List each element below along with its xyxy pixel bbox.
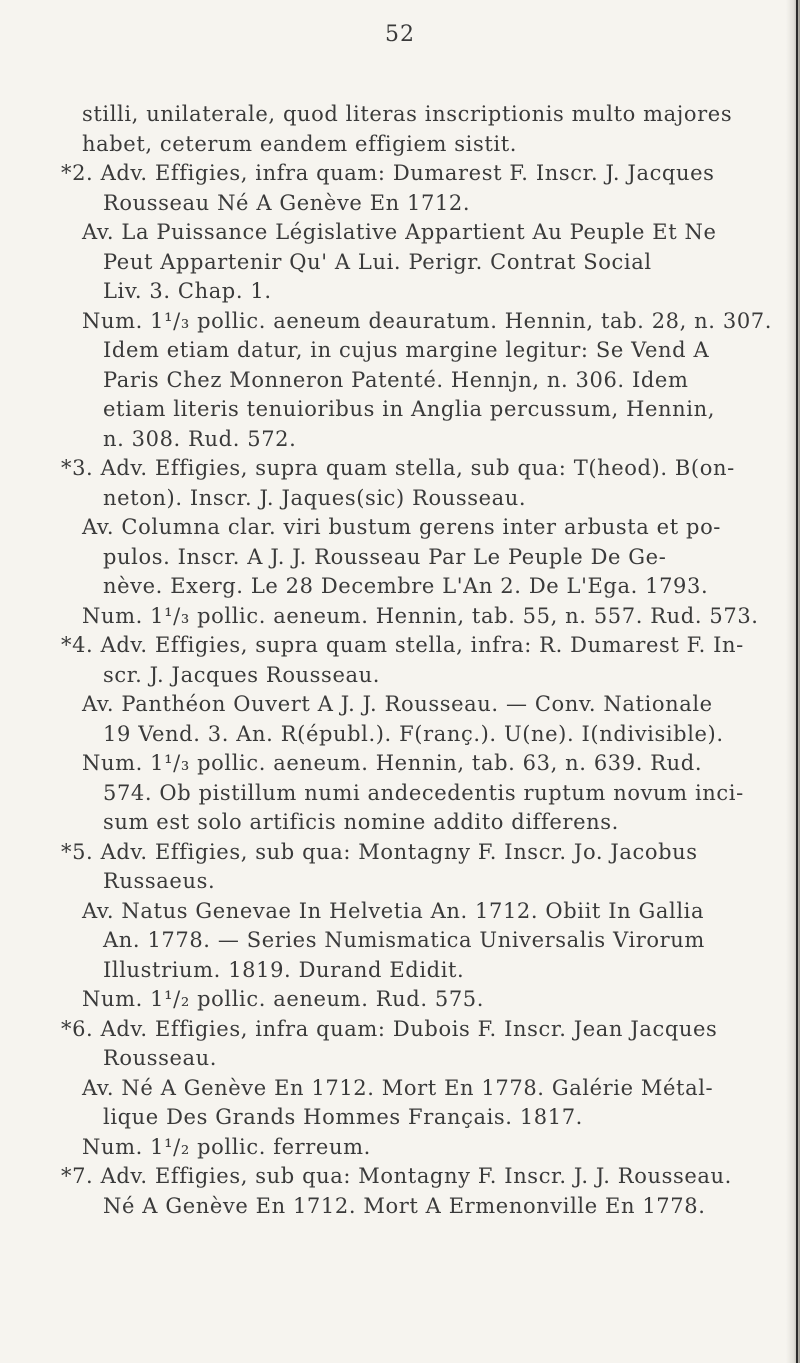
entry-line: *3. Adv. Effigies, supra quam stella, sub qua: T(heod). B(on- [61,456,735,480]
text-line: Russaeus. [103,869,216,893]
text-line: Num. 1¹/₃ pollic. aeneum. Hennin, tab. 63, n. 639. Rud. [82,751,703,775]
text-line: 19 Vend. 3. An. R(épubl.). F(ranç.). U(ne). I(ndivisible). [103,721,724,746]
entry-line: *2. Adv. Effigies, infra quam: Dumarest F. Inscr. J. Jacques [61,161,715,185]
text-line: Num. 1¹/₃ pollic. aeneum. Hennin, tab. 55, n. 557. Rud. 573. [82,603,759,628]
text-line: nève. Exerg. Le 28 Decembre L'An 2. De L'Ega. 1793. [103,574,709,598]
text-line: Paris Chez Monneron Patenté. Hennjn, n. 306. Idem [103,367,689,392]
text-line: Né A Genève En 1712. Mort A Ermenonville En 1778. [103,1193,706,1218]
entry-line: *4. Adv. Effigies, supra quam stella, infra: R. Dumarest F. In- [61,633,744,657]
text-line: Illustrium. 1819. Durand Edidit. [103,957,465,982]
text-line: Num. 1¹/₂ pollic. ferreum. [82,1134,371,1159]
entry-line: *6. Adv. Effigies, infra quam: Dubois F. Inscr. Jean Jacques [61,1016,718,1041]
text-line: n. 308. Rud. 572. [103,426,297,451]
entry-line: *7. Adv. Effigies, sub qua: Montagny F. Inscr. J. J. Rousseau. [61,1164,732,1188]
text-line: lique Des Grands Hommes Français. 1817. [103,1105,583,1129]
text-line: Liv. 3. Chap. 1. [103,279,272,303]
text-line: neton). Inscr. J. Jaques(sic) Rousseau. [103,485,527,510]
text-line: Rousseau Né A Genève En 1712. [103,190,471,215]
text-line: sum est solo artificis nomine addito differens. [103,810,619,834]
body-text [61,100,782,1221]
page-number: 52 [385,22,415,47]
text-line: pulos. Inscr. A J. J. Rousseau Par Le Peuple De Ge- [103,544,667,569]
text-line: Idem etiam datur, in cujus margine legitur: Se Vend A [103,338,710,362]
text-line: Av. Panthéon Ouvert A J. J. Rousseau. — Conv. Nationale [82,692,713,716]
text-line: scr. J. Jacques Rousseau. [103,662,380,687]
entry-line: *5. Adv. Effigies, sub qua: Montagny F. Inscr. Jo. Jacobus [61,839,698,864]
text-line: Av. Natus Genevae In Helvetia An. 1712. Obiit In Gallia [82,898,705,923]
text-line: Num. 1¹/₃ pollic. aeneum deauratum. Hennin, tab. 28, n. 307. [82,308,773,333]
text-line: habet, ceterum eandem effigiem sistit. [82,131,518,156]
text-line: 574. Ob pistillum numi andecedentis ruptum novum inci- [103,780,744,805]
text-line: Av. La Puissance Législative Appartient Au Peuple Et Ne [82,220,717,244]
text-line: Av. Né A Genève En 1712. Mort En 1778. Galérie Métal- [82,1075,714,1100]
page-edge [786,0,800,1363]
text-line: Av. Columna clar. viri bustum gerens inter arbusta et po- [82,515,722,539]
text-line: stilli, unilaterale, quod literas inscriptionis multo majores [82,102,733,126]
text-line: Num. 1¹/₂ pollic. aeneum. Rud. 575. [82,987,485,1011]
text-line: Rousseau. [103,1046,218,1070]
text-line: Peut Appartenir Qu' A Lui. Perigr. Contrat Social [103,249,652,274]
text-line: etiam literis tenuioribus in Anglia percussum, Hennin, [103,397,715,421]
text-line: An. 1778. — Series Numismatica Universalis Virorum [103,928,705,952]
